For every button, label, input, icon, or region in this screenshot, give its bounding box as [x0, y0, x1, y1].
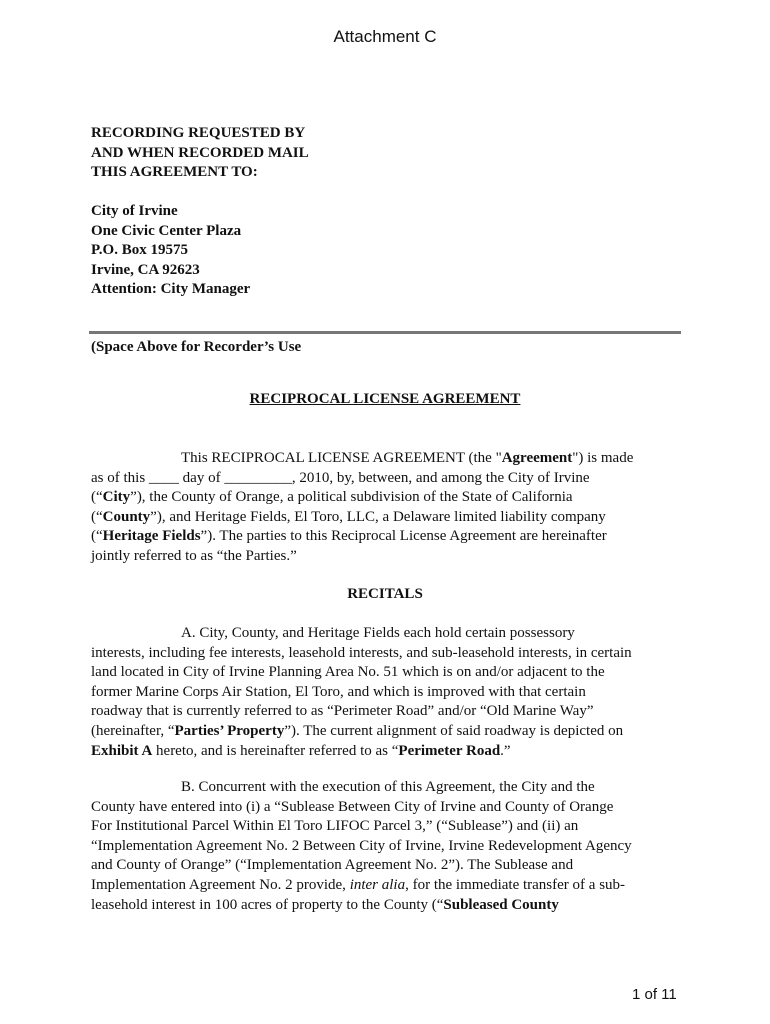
- intro-line: [91, 508, 683, 528]
- recital-text: Implementation Agreement No. 2 provide,: [91, 876, 350, 893]
- intro-text: ”), and Heritage Fields, El Toro, LLC, a Delaware limited liability company: [150, 508, 606, 525]
- intro-text: This RECIPROCAL LICENSE AGREEMENT (the ": [181, 450, 502, 466]
- defined-term-perimeter-road: Perimeter Road: [398, 742, 501, 759]
- recitals-heading: RECITALS: [347, 586, 423, 602]
- recital-b-line: and County of Orange” (“Implementation Agreement No. 2”). The Sublease and: [91, 857, 574, 874]
- defined-term-heritage-fields: Heritage Fields: [102, 528, 201, 545]
- recital-a-line: former Marine Corps Air Station, El Toro, and which is improved with that certain: [91, 683, 586, 700]
- intro-text: ") is made: [572, 450, 634, 466]
- recital-b-paragraph: [91, 778, 683, 915]
- recital-a-line: roadway that is currently referred to as “Perimeter Road” and/or “Old Marine Way”: [91, 703, 594, 720]
- mailing-address-block: [91, 202, 250, 300]
- recital-a-line: [91, 742, 683, 762]
- intro-line: as of this ____ day of _________, 2010, by, between, and among the City of Irvine: [91, 469, 590, 486]
- page-header-title: Attachment C: [333, 27, 437, 46]
- recording-line: RECORDING REQUESTED BY: [91, 125, 306, 141]
- recital-text: leasehold interest in 100 acres of property to the County (“: [91, 896, 444, 913]
- recital-a-line: A. City, County, and Heritage Fields each hold certain possessory: [181, 625, 575, 641]
- address-line: P.O. Box 19575: [91, 242, 188, 258]
- recorder-space-label: (Space Above for Recorder’s Use: [91, 339, 302, 355]
- exhibit-reference: Exhibit A: [91, 742, 153, 759]
- defined-term-agreement: Agreement: [501, 450, 573, 466]
- recital-b-line: “Implementation Agreement No. 2 Between City of Irvine, Irvine Redevelopment Agency: [91, 837, 632, 854]
- italic-term: inter alia: [349, 876, 406, 893]
- intro-line: [91, 449, 683, 469]
- defined-term-subleased-county: Subleased County: [443, 896, 559, 913]
- agreement-title: [89, 391, 681, 408]
- recital-a-paragraph: [91, 624, 683, 761]
- intro-line: [91, 488, 683, 508]
- recital-text: (hereinafter, “: [91, 722, 175, 739]
- recital-b-line: For Institutional Parcel Within El Toro LIFOC Parcel 3,” (“Sublease”) and (ii) an: [91, 818, 579, 835]
- address-line: Attention: City Manager: [91, 281, 251, 297]
- recital-text: .”: [500, 742, 511, 759]
- recital-a-line: land located in City of Irvine Planning Area No. 51 which is on and/or adjacent to the: [91, 664, 605, 681]
- page-number: 1 of 11: [632, 986, 677, 1003]
- recital-text: , for the immediate transfer of a sub-: [405, 876, 626, 893]
- address-line: City of Irvine: [91, 203, 178, 219]
- defined-term-city: City: [102, 489, 131, 506]
- intro-text: ”). The parties to this Reciprocal License Agreement are hereinafter: [200, 528, 607, 545]
- defined-term-parties-property: Parties’ Property: [174, 722, 285, 739]
- intro-paragraph: [91, 449, 683, 567]
- recital-text: ”). The current alignment of said roadway is depicted on: [284, 722, 624, 739]
- address-line: Irvine, CA 92623: [91, 261, 200, 278]
- intro-text: (“: [91, 528, 103, 545]
- recital-a-line: [91, 722, 683, 742]
- intro-line: [91, 527, 683, 547]
- recital-b-line: [91, 876, 683, 896]
- intro-text: (“: [91, 489, 103, 506]
- intro-text: (“: [91, 508, 103, 525]
- recording-line: THIS AGREEMENT TO:: [91, 164, 258, 180]
- recital-a-line: interests, including fee interests, leasehold interests, and sub-leasehold interests, in certain: [91, 644, 632, 661]
- intro-line: jointly referred to as “the Parties.”: [91, 547, 297, 564]
- recital-b-line: County have entered into (i) a “Sublease Between City of Irvine and County of Orange: [91, 798, 614, 815]
- defined-term-county: County: [102, 508, 151, 525]
- agreement-title-text: RECIPROCAL LICENSE AGREEMENT: [249, 391, 521, 407]
- recording-line: AND WHEN RECORDED MAIL: [91, 144, 309, 161]
- address-line: One Civic Center Plaza: [91, 222, 242, 239]
- recital-b-line: B. Concurrent with the execution of this Agreement, the City and the: [181, 779, 595, 795]
- recital-b-line: [91, 896, 683, 916]
- recorder-divider-rule: [89, 331, 681, 334]
- intro-text: ”), the County of Orange, a political subdivision of the State of California: [130, 489, 573, 506]
- recording-requested-block: [91, 124, 309, 183]
- recital-text: hereto, and is hereinafter referred to as “: [152, 742, 399, 759]
